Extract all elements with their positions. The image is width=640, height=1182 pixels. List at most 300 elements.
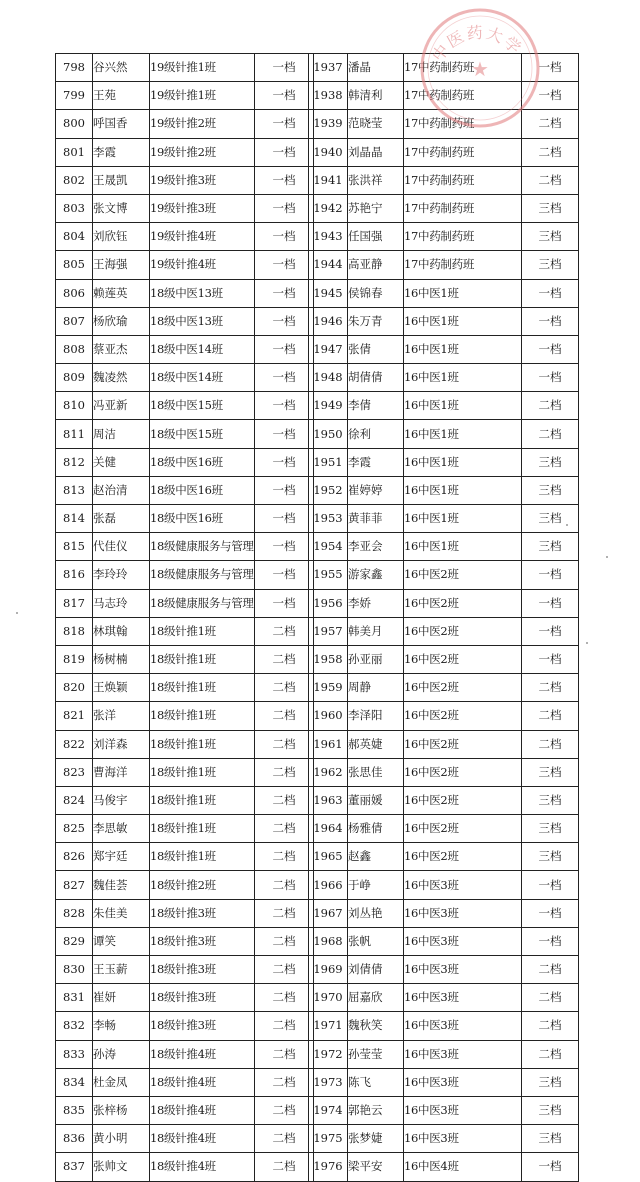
student-name-cell: 王海强 (93, 251, 150, 279)
student-name-cell: 杨欣瑜 (93, 307, 150, 335)
row-number-cell: 1972 (309, 1040, 348, 1068)
row-number-cell: 816 (56, 561, 93, 589)
table-row (309, 984, 579, 1012)
row-number-cell: 831 (56, 984, 93, 1012)
grant-level-cell: 二档 (255, 674, 314, 702)
grant-level-cell: 三档 (522, 476, 579, 504)
grant-level-cell: 一档 (522, 617, 579, 645)
class-name-cell: 16中医2班 (404, 843, 522, 871)
class-name-cell: 18级针推1班 (150, 702, 255, 730)
row-number-cell: 824 (56, 786, 93, 814)
row-number-cell: 1952 (309, 476, 348, 504)
row-number-cell: 1969 (309, 956, 348, 984)
grant-level-cell: 三档 (522, 815, 579, 843)
class-name-cell: 16中医1班 (404, 533, 522, 561)
grant-level-cell: 一档 (522, 335, 579, 363)
row-number-cell: 800 (56, 110, 93, 138)
class-name-cell: 18级中医15班 (150, 392, 255, 420)
class-name-cell: 18级针推4班 (150, 1040, 255, 1068)
table-row (309, 786, 579, 814)
row-number-cell: 1941 (309, 166, 348, 194)
row-number-cell: 805 (56, 251, 93, 279)
grant-level-cell: 二档 (522, 166, 579, 194)
table-row (56, 1153, 314, 1181)
row-number-cell: 825 (56, 815, 93, 843)
scan-speck (566, 524, 568, 526)
grant-level-cell: 一档 (522, 1153, 579, 1181)
table-row (309, 927, 579, 955)
table-row (56, 392, 314, 420)
student-name-cell: 徐利 (348, 420, 404, 448)
class-name-cell: 16中医2班 (404, 645, 522, 673)
student-name-cell: 陈飞 (348, 1068, 404, 1096)
row-number-cell: 1975 (309, 1125, 348, 1153)
grant-level-cell: 二档 (255, 645, 314, 673)
grant-level-cell: 一档 (522, 871, 579, 899)
class-name-cell: 16中医3班 (404, 1125, 522, 1153)
table-row (56, 674, 314, 702)
row-number-cell: 1956 (309, 589, 348, 617)
student-name-cell: 呼国香 (93, 110, 150, 138)
student-name-cell: 关健 (93, 448, 150, 476)
grant-level-cell: 一档 (255, 223, 314, 251)
table-row (56, 561, 314, 589)
row-number-cell: 801 (56, 138, 93, 166)
class-name-cell: 17中药制药班 (404, 166, 522, 194)
class-name-cell: 16中医3班 (404, 899, 522, 927)
student-name-cell: 范晓莹 (348, 110, 404, 138)
table-row (56, 279, 314, 307)
student-name-cell: 任国强 (348, 223, 404, 251)
table-row (56, 815, 314, 843)
row-number-cell: 1968 (309, 927, 348, 955)
grant-level-cell: 二档 (522, 956, 579, 984)
class-name-cell: 18级中医15班 (150, 420, 255, 448)
student-name-cell: 赵治清 (93, 476, 150, 504)
class-name-cell: 16中医1班 (404, 307, 522, 335)
row-number-cell: 1949 (309, 392, 348, 420)
row-number-cell: 1951 (309, 448, 348, 476)
class-name-cell: 16中医2班 (404, 702, 522, 730)
table-row (56, 1096, 314, 1124)
student-name-cell: 李玲玲 (93, 561, 150, 589)
class-name-cell: 18级针推3班 (150, 956, 255, 984)
grant-level-cell: 二档 (255, 1096, 314, 1124)
student-name-cell: 朱佳美 (93, 899, 150, 927)
row-number-cell: 833 (56, 1040, 93, 1068)
grant-level-cell: 一档 (255, 505, 314, 533)
student-name-cell: 张思佳 (348, 758, 404, 786)
table-row (56, 730, 314, 758)
class-name-cell: 18级针推1班 (150, 617, 255, 645)
class-name-cell: 18级针推1班 (150, 843, 255, 871)
student-name-cell: 李倩 (348, 392, 404, 420)
student-name-cell: 冯亚新 (93, 392, 150, 420)
row-number-cell: 1967 (309, 899, 348, 927)
grant-level-cell: 一档 (522, 364, 579, 392)
class-name-cell: 16中医1班 (404, 335, 522, 363)
class-name-cell: 18级针推1班 (150, 730, 255, 758)
grant-level-cell: 三档 (522, 194, 579, 222)
student-name-cell: 王焕颖 (93, 674, 150, 702)
class-name-cell: 16中医1班 (404, 279, 522, 307)
student-name-cell: 蔡亚杰 (93, 335, 150, 363)
row-number-cell: 836 (56, 1125, 93, 1153)
class-name-cell: 16中医1班 (404, 392, 522, 420)
student-name-cell: 周静 (348, 674, 404, 702)
seal-star-icon: ★ (471, 57, 489, 81)
grant-level-cell: 二档 (522, 1012, 579, 1040)
class-name-cell: 18级针推3班 (150, 984, 255, 1012)
student-name-cell: 张梦婕 (348, 1125, 404, 1153)
student-name-cell: 李泽阳 (348, 702, 404, 730)
row-number-cell: 1970 (309, 984, 348, 1012)
grant-level-cell: 二档 (522, 702, 579, 730)
row-number-cell: 830 (56, 956, 93, 984)
row-number-cell: 827 (56, 871, 93, 899)
class-name-cell: 16中医1班 (404, 505, 522, 533)
class-name-cell: 16中医4班 (404, 1153, 522, 1181)
grant-level-cell: 一档 (255, 448, 314, 476)
row-number-cell: 1944 (309, 251, 348, 279)
table-row (56, 984, 314, 1012)
grant-level-cell: 一档 (255, 364, 314, 392)
student-name-cell: 魏佳荟 (93, 871, 150, 899)
row-number-cell: 806 (56, 279, 93, 307)
row-number-cell: 820 (56, 674, 93, 702)
table-row (309, 335, 579, 363)
table-row (309, 194, 579, 222)
table-row (309, 843, 579, 871)
student-name-cell: 林琪翰 (93, 617, 150, 645)
student-name-cell: 韩美月 (348, 617, 404, 645)
grant-level-cell: 一档 (255, 194, 314, 222)
class-name-cell: 17中药制药班 (404, 194, 522, 222)
table-row (56, 166, 314, 194)
student-name-cell: 张磊 (93, 505, 150, 533)
row-number-cell: 814 (56, 505, 93, 533)
row-number-cell: 1943 (309, 223, 348, 251)
student-name-cell: 孙亚丽 (348, 645, 404, 673)
row-number-cell: 826 (56, 843, 93, 871)
student-name-cell: 孙莹莹 (348, 1040, 404, 1068)
grant-level-cell: 一档 (522, 279, 579, 307)
class-name-cell: 18级针推1班 (150, 786, 255, 814)
table-row (309, 420, 579, 448)
class-name-cell: 18级针推1班 (150, 758, 255, 786)
grant-level-cell: 二档 (255, 617, 314, 645)
row-number-cell: 822 (56, 730, 93, 758)
grant-level-cell: 三档 (522, 843, 579, 871)
table-row (56, 476, 314, 504)
table-row (56, 1125, 314, 1153)
row-number-cell: 815 (56, 533, 93, 561)
class-name-cell: 18级针推1班 (150, 674, 255, 702)
class-name-cell: 18级针推2班 (150, 871, 255, 899)
table-row (56, 54, 314, 82)
table-row (309, 138, 579, 166)
student-name-cell: 王晟凯 (93, 166, 150, 194)
class-name-cell: 18级针推3班 (150, 927, 255, 955)
student-name-cell: 张梓杨 (93, 1096, 150, 1124)
class-name-cell: 18级针推1班 (150, 815, 255, 843)
student-name-cell: 张洋 (93, 702, 150, 730)
row-number-cell: 1959 (309, 674, 348, 702)
table-row (309, 1040, 579, 1068)
table-row (56, 533, 314, 561)
table-row (309, 251, 579, 279)
class-name-cell: 18级针推3班 (150, 1012, 255, 1040)
table-row (309, 448, 579, 476)
table-row (309, 815, 579, 843)
student-name-cell: 刘欣钰 (93, 223, 150, 251)
grant-level-cell: 二档 (255, 815, 314, 843)
class-name-cell: 18级针推4班 (150, 1125, 255, 1153)
row-number-cell: 819 (56, 645, 93, 673)
grant-level-cell: 一档 (522, 927, 579, 955)
grant-level-cell: 二档 (255, 1012, 314, 1040)
student-name-cell: 郝英婕 (348, 730, 404, 758)
student-name-cell: 马俊宇 (93, 786, 150, 814)
table-row (56, 335, 314, 363)
row-number-cell: 1955 (309, 561, 348, 589)
class-name-cell: 18级针推1班 (150, 645, 255, 673)
class-name-cell: 18级健康服务与管理 (150, 589, 255, 617)
class-name-cell: 16中医2班 (404, 786, 522, 814)
table-row (56, 589, 314, 617)
row-number-cell: 1973 (309, 1068, 348, 1096)
grant-level-cell: 一档 (255, 533, 314, 561)
student-name-cell: 崔妍 (93, 984, 150, 1012)
table-row (56, 617, 314, 645)
student-name-cell: 董丽媛 (348, 786, 404, 814)
table-row (56, 843, 314, 871)
grant-level-cell: 二档 (522, 730, 579, 758)
table-row (309, 645, 579, 673)
student-name-cell: 李畅 (93, 1012, 150, 1040)
class-name-cell: 16中医1班 (404, 476, 522, 504)
grant-level-cell: 二档 (522, 392, 579, 420)
class-name-cell: 17中药制药班 (404, 223, 522, 251)
table-row (309, 674, 579, 702)
row-number-cell: 832 (56, 1012, 93, 1040)
table-row (309, 110, 579, 138)
class-name-cell: 17中药制药班 (404, 82, 522, 110)
row-number-cell: 813 (56, 476, 93, 504)
grant-level-cell: 一档 (522, 307, 579, 335)
class-name-cell: 16中医1班 (404, 364, 522, 392)
student-name-cell: 谷兴然 (93, 54, 150, 82)
student-name-cell: 王玉薪 (93, 956, 150, 984)
class-name-cell: 18级中医14班 (150, 335, 255, 363)
row-number-cell: 1937 (309, 54, 348, 82)
table-row (56, 307, 314, 335)
student-name-cell: 谭笑 (93, 927, 150, 955)
row-number-cell: 828 (56, 899, 93, 927)
student-name-cell: 张洪祥 (348, 166, 404, 194)
student-name-cell: 赖莲英 (93, 279, 150, 307)
student-name-cell: 于峥 (348, 871, 404, 899)
row-number-cell: 1954 (309, 533, 348, 561)
table-row (56, 645, 314, 673)
grant-level-cell: 二档 (255, 702, 314, 730)
grant-level-cell: 二档 (255, 730, 314, 758)
row-number-cell: 834 (56, 1068, 93, 1096)
row-number-cell: 803 (56, 194, 93, 222)
row-number-cell: 835 (56, 1096, 93, 1124)
row-number-cell: 1976 (309, 1153, 348, 1181)
class-name-cell: 18级健康服务与管理 (150, 561, 255, 589)
table-row (309, 758, 579, 786)
grant-level-cell: 二档 (255, 984, 314, 1012)
student-name-cell: 张文博 (93, 194, 150, 222)
class-name-cell: 16中医3班 (404, 871, 522, 899)
table-row (309, 54, 579, 82)
class-name-cell: 16中医3班 (404, 1096, 522, 1124)
row-number-cell: 810 (56, 392, 93, 420)
table-row (309, 589, 579, 617)
grant-level-cell: 三档 (522, 786, 579, 814)
student-name-cell: 苏艳宁 (348, 194, 404, 222)
seal-text: 中医药大学 (428, 22, 527, 66)
row-number-cell: 809 (56, 364, 93, 392)
grant-level-cell: 二档 (255, 843, 314, 871)
grant-level-cell: 一档 (255, 392, 314, 420)
class-name-cell: 16中医3班 (404, 927, 522, 955)
grant-level-cell: 一档 (255, 166, 314, 194)
class-name-cell: 18级健康服务与管理 (150, 533, 255, 561)
table-row (309, 1012, 579, 1040)
scan-speck (586, 642, 588, 644)
table-row (56, 420, 314, 448)
grant-level-cell: 二档 (255, 1153, 314, 1181)
row-number-cell: 807 (56, 307, 93, 335)
table-row (309, 505, 579, 533)
table-row (309, 533, 579, 561)
row-number-cell: 1945 (309, 279, 348, 307)
row-number-cell: 808 (56, 335, 93, 363)
row-number-cell: 1974 (309, 1096, 348, 1124)
row-number-cell: 1958 (309, 645, 348, 673)
table-row (309, 1068, 579, 1096)
class-name-cell: 16中医2班 (404, 674, 522, 702)
student-name-cell: 韩清利 (348, 82, 404, 110)
grant-level-cell: 二档 (255, 1125, 314, 1153)
class-name-cell: 18级针推3班 (150, 899, 255, 927)
class-name-cell: 18级中医13班 (150, 307, 255, 335)
row-number-cell: 818 (56, 617, 93, 645)
grant-level-cell: 三档 (522, 223, 579, 251)
grant-level-cell: 三档 (522, 533, 579, 561)
table-row (309, 956, 579, 984)
table-row (56, 1012, 314, 1040)
row-number-cell: 811 (56, 420, 93, 448)
row-number-cell: 821 (56, 702, 93, 730)
table-row (56, 871, 314, 899)
class-name-cell: 16中医2班 (404, 617, 522, 645)
class-name-cell: 16中医2班 (404, 561, 522, 589)
class-name-cell: 16中医2班 (404, 758, 522, 786)
student-name-cell: 曹海洋 (93, 758, 150, 786)
grant-level-cell: 一档 (255, 251, 314, 279)
grant-level-cell: 二档 (522, 420, 579, 448)
student-name-cell: 王苑 (93, 82, 150, 110)
table-row (56, 138, 314, 166)
table-row (56, 364, 314, 392)
table-row (309, 871, 579, 899)
student-name-cell: 黄小明 (93, 1125, 150, 1153)
grant-level-cell: 二档 (255, 758, 314, 786)
student-name-cell: 郭艳云 (348, 1096, 404, 1124)
student-name-cell: 朱万青 (348, 307, 404, 335)
table-row (56, 956, 314, 984)
table-row (309, 476, 579, 504)
class-name-cell: 18级中医16班 (150, 476, 255, 504)
grant-level-cell: 一档 (255, 138, 314, 166)
grant-level-cell: 三档 (522, 1125, 579, 1153)
grant-level-cell: 一档 (522, 899, 579, 927)
student-name-cell: 潘晶 (348, 54, 404, 82)
class-name-cell: 18级针推4班 (150, 1153, 255, 1181)
row-number-cell: 798 (56, 54, 93, 82)
student-name-cell: 张帆 (348, 927, 404, 955)
table-row (309, 1153, 579, 1181)
class-name-cell: 16中医1班 (404, 448, 522, 476)
student-name-cell: 张帅文 (93, 1153, 150, 1181)
table-row (309, 82, 579, 110)
student-name-cell: 刘倩倩 (348, 956, 404, 984)
student-name-cell: 孙涛 (93, 1040, 150, 1068)
class-name-cell: 16中医1班 (404, 420, 522, 448)
table-row (56, 82, 314, 110)
row-number-cell: 1961 (309, 730, 348, 758)
class-name-cell: 16中医2班 (404, 815, 522, 843)
table-row (56, 194, 314, 222)
class-name-cell: 19级针推1班 (150, 82, 255, 110)
class-name-cell: 18级针推4班 (150, 1068, 255, 1096)
row-number-cell: 1960 (309, 702, 348, 730)
student-name-cell: 杜金凤 (93, 1068, 150, 1096)
row-number-cell: 1963 (309, 786, 348, 814)
table-row (56, 223, 314, 251)
table-row (309, 617, 579, 645)
table-row (309, 899, 579, 927)
grant-level-cell: 一档 (255, 561, 314, 589)
class-name-cell: 19级针推1班 (150, 54, 255, 82)
table-row (56, 448, 314, 476)
class-name-cell: 18级针推4班 (150, 1096, 255, 1124)
row-number-cell: 823 (56, 758, 93, 786)
student-name-cell: 杨雅倩 (348, 815, 404, 843)
table-row (56, 899, 314, 927)
grant-level-cell: 一档 (255, 589, 314, 617)
grant-level-cell: 一档 (522, 645, 579, 673)
student-name-cell: 刘洋森 (93, 730, 150, 758)
row-number-cell: 1957 (309, 617, 348, 645)
table-row (56, 786, 314, 814)
class-name-cell: 16中医2班 (404, 589, 522, 617)
student-name-cell: 高亚静 (348, 251, 404, 279)
table-row (56, 505, 314, 533)
grant-level-cell: 一档 (255, 420, 314, 448)
grant-level-cell: 二档 (255, 927, 314, 955)
student-name-cell: 屈嘉欣 (348, 984, 404, 1012)
table-row (309, 223, 579, 251)
row-number-cell: 829 (56, 927, 93, 955)
grant-level-cell: 一档 (522, 54, 579, 82)
class-name-cell: 18级中医16班 (150, 448, 255, 476)
grant-level-cell: 三档 (522, 1096, 579, 1124)
